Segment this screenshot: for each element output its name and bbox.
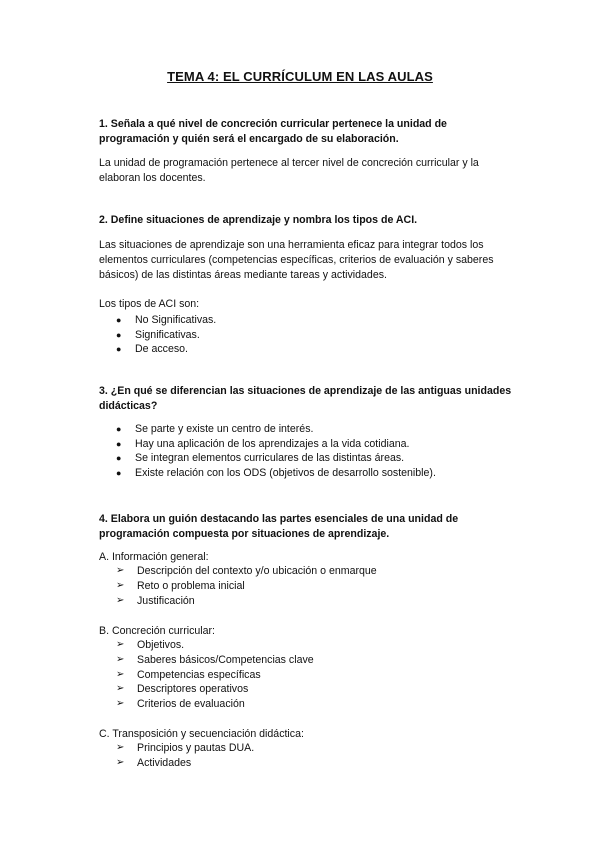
question-4: 4. Elabora un guión destacando las partes esenciales de una unidad de programación compuesta por situaciones de aprendizaje. [99,513,459,540]
answer-1: La unidad de programación pertenece al tercer nivel de concreción curricular y la elaboran los docentes. [99,157,479,184]
section-b-heading: B. Concreción curricular: [99,625,215,637]
bullet-icon: ● [116,438,122,449]
arrow-bullet-icon: ➢ [116,579,125,591]
document-title: TEMA 4: EL CURRÍCULUM EN LAS AULAS [167,69,433,84]
arrow-bullet-icon: ➢ [116,742,125,753]
document-page: TEMA 4: EL CURRÍCULUM EN LAS AULAS 1. Señala a qué nivel de concreción curricular pertenece la unidad de programación y quién será el encargado de su elaboración. La unidad de programación pertenece al tercer nivel de concreción curricular y la elaboran los docentes. 2. Define situaciones de aprendizaje y nombra los tipos de ACI. Las situaciones de aprendizaje son una herramienta eficaz para integrar todos los elementos curriculares (competencias específicas, criterios de evaluación y saberes básicos) de las distintas áreas mediante tareas y actividades. Los tipos de ACI son: ● No Significativas. ● Significativas. ● De acceso. 3. ¿En qué se diferencian las situaciones de aprendizaje de las antiguas unidades didácticas? ● Se parte y existe un centro de interés. ● Hay una aplicación de los aprendizajes a la vida cotidiana. ● Se integran elementos curriculares de las distintas áreas. ● Existe relación con los ODS (objetivos de desarrollo sostenible). 4. Elabora un guión destacando las partes esenciales de una unidad de programación compuesta por situaciones de aprendizaje. A. Información general: ➢ Descripción del contexto y/o ubicación o enmarque ➢ Reto o problema inicial ➢ Justificación B. Concreción curricular: ➢ Objetivos. ➢ Saberes básicos/Competencias clave ➢ Competencias específicas ➢ Descriptores operativos ➢ Criterios de evaluación C. Transposición y secuenciación didáctica: ➢ Principios y pautas DUA. ➢ Actividades [0,0,600,848]
bullet-icon: ● [116,329,122,340]
arrow-bullet-icon: ➢ [116,683,125,695]
bullet-icon: ● [116,315,122,325]
bullet-icon: ● [116,467,122,478]
answer-2: Las situaciones de aprendizaje son una herramienta eficaz para integrar todos los elementos curriculares (competencias específicas, criterios de evaluación y saberes básicos) de las distintas áreas mediante tareas y actividades. [99,239,494,281]
bullet-icon: ● [116,344,122,354]
bullet-icon: ● [116,453,122,463]
question-2: 2. Define situaciones de aprendizaje y nombra los tipos de ACI. [99,214,418,226]
aci-types-intro: Los tipos de ACI son: [99,298,200,310]
arrow-bullet-icon: ➢ [116,639,125,650]
arrow-bullet-icon: ➢ [116,698,125,710]
arrow-bullet-icon: ➢ [116,668,125,680]
question-1: 1. Señala a qué nivel de concreción curricular pertenece la unidad de programación y quién será el encargado de su elaboración. [99,118,447,145]
bullet-icon: ● [116,424,122,434]
question-3: 3. ¿En qué se diferencian las situaciones de aprendizaje de las antiguas unidades didácticas? [99,385,512,412]
arrow-bullet-icon: ➢ [116,653,125,665]
arrow-bullet-icon: ➢ [116,756,125,768]
section-c-heading: C. Transposición y secuenciación didáctica: [99,728,304,740]
arrow-bullet-icon: ➢ [116,565,125,576]
section-a-heading: A. Información general: [99,551,209,563]
arrow-bullet-icon: ➢ [116,594,125,606]
